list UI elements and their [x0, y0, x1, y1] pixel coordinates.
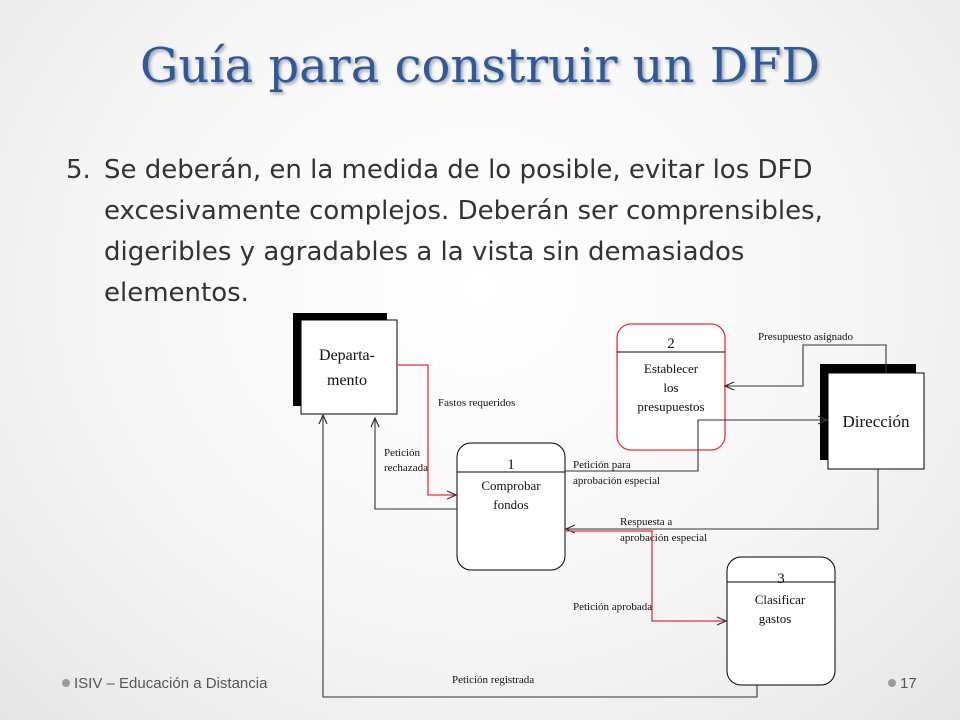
process-3-label-2: gastos — [758, 611, 792, 626]
process-1-label-1: Comprobar — [481, 478, 541, 493]
process-3-clasificar-gastos — [727, 557, 835, 685]
process-3-number: 3 — [777, 571, 785, 587]
process-1-number: 1 — [507, 457, 515, 473]
process-1-comprobar-fondos — [457, 443, 565, 570]
label-peticion-registrada: Petición registrada — [452, 674, 535, 686]
label-peticion-aprobacion-1: Petición para — [573, 459, 631, 471]
process-2-establecer-presupuestos — [617, 324, 725, 450]
slide-title: Guía para construir un DFD — [139, 38, 821, 94]
footer-org-text: ISIV – Educación a Distancia — [74, 675, 268, 692]
label-peticion-rechazada-1: Petición — [384, 447, 421, 459]
process-2-label-3: presupuestos — [637, 399, 705, 414]
label-respuesta-aprobacion-2: aprobación especial — [620, 532, 708, 544]
entity-departamento-line1: Departa- — [319, 347, 375, 364]
bullet-text: Se deberán, en la medida de lo posible, evitar los DFD excesivamente complejos. Deberán ser comprensibles, digeribles y agradables a la vista sin demasiados elementos. — [104, 155, 823, 308]
entity-departamento — [293, 313, 397, 414]
process-2-number: 2 — [667, 336, 675, 352]
process-1-label-2: fondos — [493, 497, 529, 512]
label-presupuesto-asignado: Presupuesto asignado — [758, 331, 854, 343]
process-3-label-1: Clasificar — [754, 592, 806, 607]
label-peticion-aprobacion-2: aprobación especial — [573, 475, 661, 487]
label-peticion-aprobada: Petición aprobada — [573, 601, 653, 613]
label-fastos-requeridos: Fastos requeridos — [438, 397, 516, 409]
footer-page-bullet-icon — [888, 679, 896, 687]
label-respuesta-aprobacion-1: Respuesta a — [620, 516, 673, 528]
label-peticion-rechazada-2: rechazada — [384, 462, 428, 474]
page-number: 17 — [900, 675, 917, 692]
footer-bullet-icon — [62, 679, 70, 687]
flow-fastos-requeridos — [397, 365, 456, 495]
entity-direccion — [820, 364, 924, 469]
footer-right — [888, 675, 917, 692]
process-2-label-2: los — [663, 380, 679, 395]
footer-left — [62, 675, 267, 692]
entity-direccion-label: Dirección — [842, 412, 910, 431]
bullet-number: 5. — [66, 155, 91, 185]
entity-departamento-line2: mento — [327, 372, 367, 389]
process-2-label-1: Establecer — [643, 361, 699, 376]
